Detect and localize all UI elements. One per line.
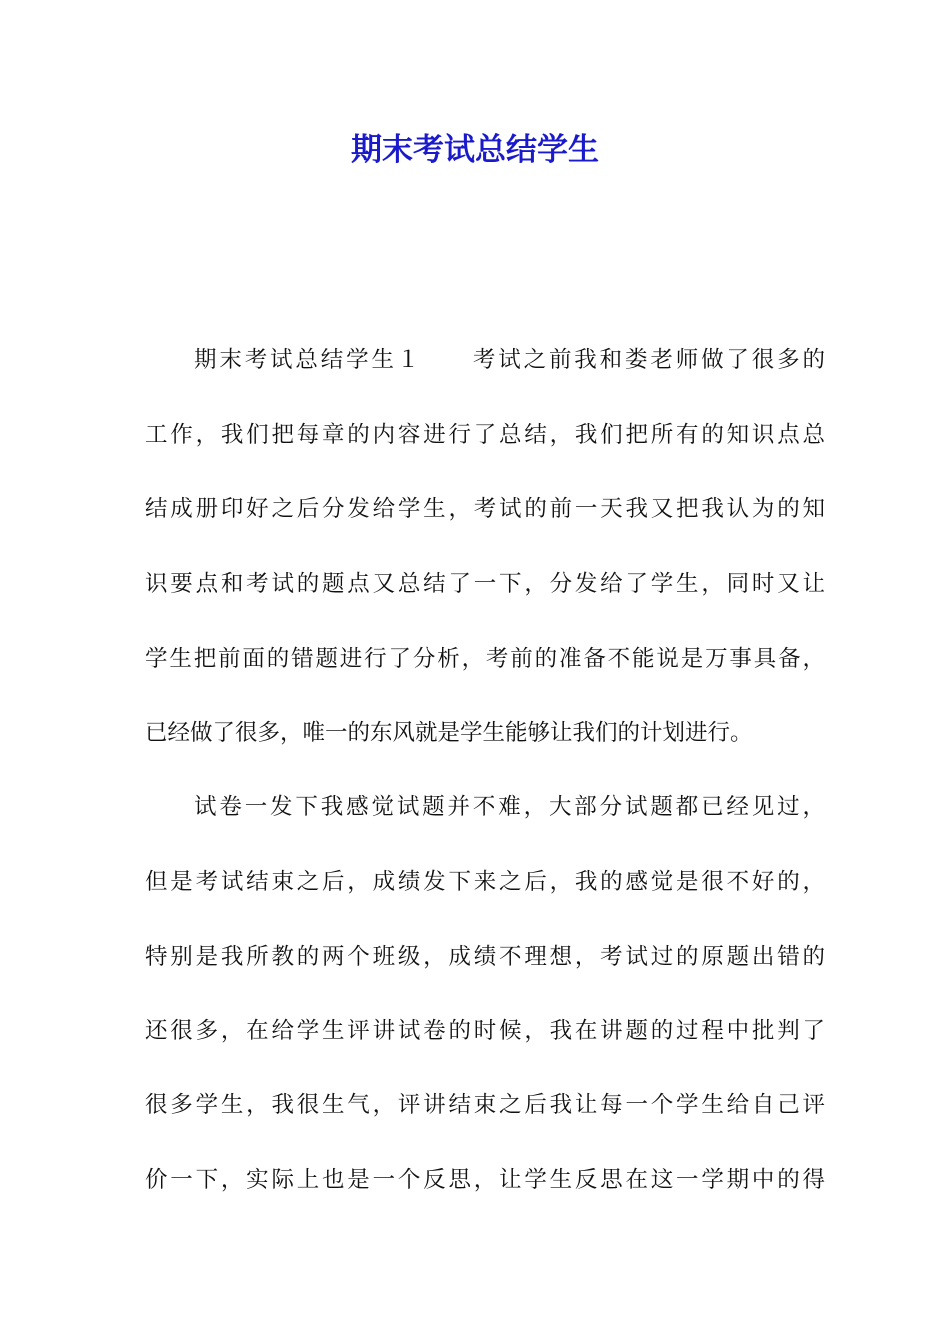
body-line: 已经做了很多，唯一的东风就是学生能够让我们的计划进行。 [145,720,753,746]
body-line: 工作，我们把每章的内容进行了总结，我们把所有的知识点总 [145,422,825,448]
body-line: 试卷一发下我感觉试题并不难，大部分试题都已经见过， [194,794,825,820]
body-line: 还很多，在给学生评讲试卷的时候，我在讲题的过程中批判了 [145,1018,825,1044]
document-title: 期末考试总结学生 [351,132,599,168]
body-line: 期末考试总结学生１ 考试之前我和娄老师做了很多的 [194,347,825,373]
body-line: 很多学生，我很生气，评讲结束之后我让每一个学生给自己评 [145,1092,825,1118]
body-line: 学生把前面的错题进行了分析，考前的准备不能说是万事具备， [145,646,825,672]
body-line: 价一下，实际上也是一个反思，让学生反思在这一学期中的得 [145,1167,825,1193]
body-line: 结成册印好之后分发给学生，考试的前一天我又把我认为的知 [145,496,825,522]
body-line: 特别是我所教的两个班级，成绩不理想，考试过的原题出错的 [145,944,825,970]
body-line: 识要点和考试的题点又总结了一下，分发给了学生，同时又让 [145,571,825,597]
body-line: 但是考试结束之后，成绩发下来之后，我的感觉是很不好的， [145,869,825,895]
